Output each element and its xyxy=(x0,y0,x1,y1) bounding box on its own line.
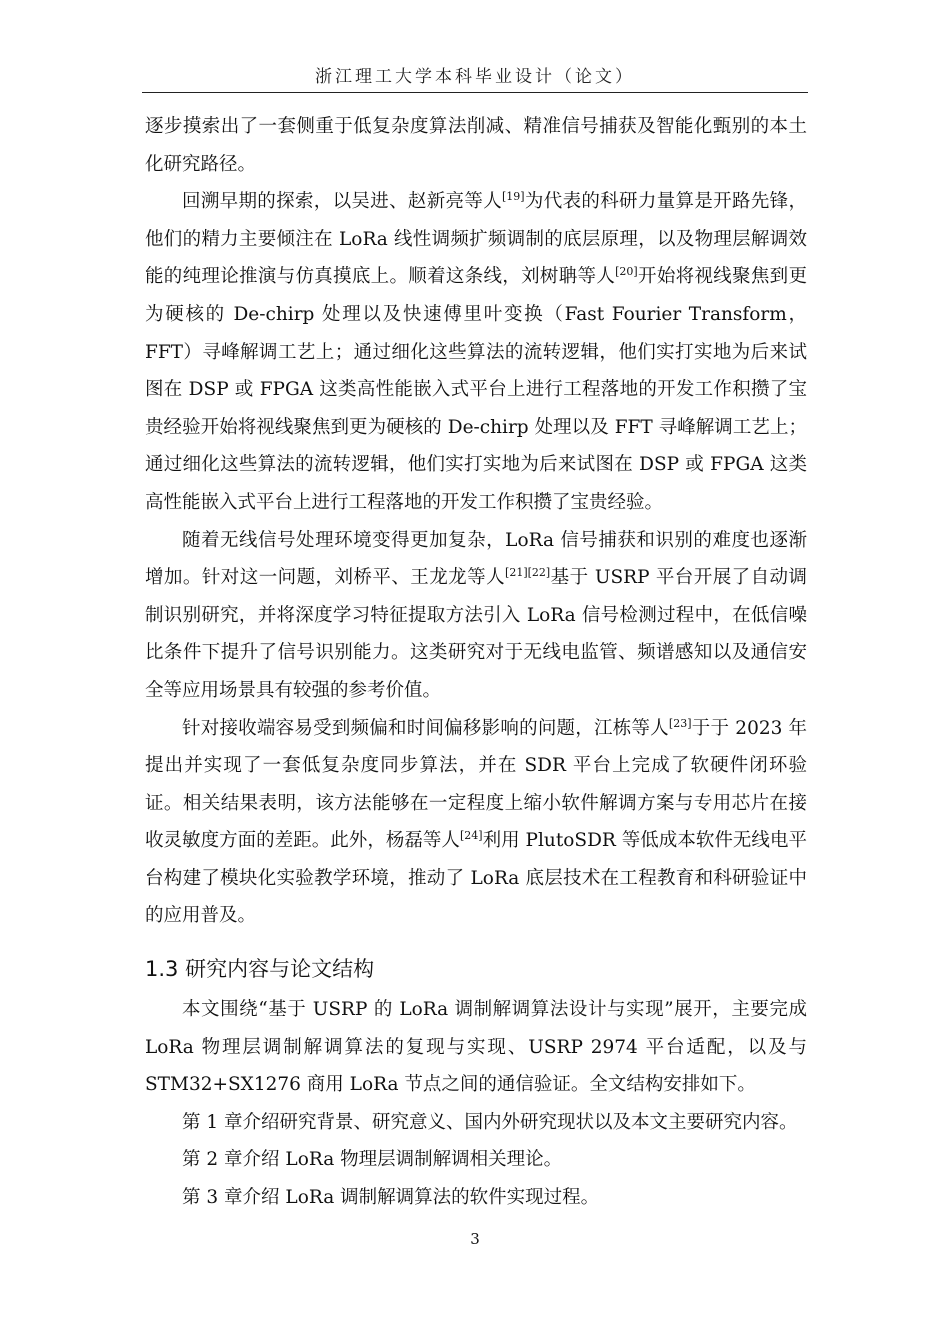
running-header: 浙江理工大学本科毕业设计（论文） xyxy=(315,67,635,87)
paragraph xyxy=(145,522,807,710)
citation: [24] xyxy=(459,829,483,843)
paragraph-text: 逐步摸索出了一套侧重于低复杂度算法削减、精准信号捕获及智能化甄别的本土化研究路径。 xyxy=(145,116,807,175)
section-heading: 1.3 研究内容与论文结构 xyxy=(145,957,375,982)
citation: [19] xyxy=(502,190,525,204)
paragraph-text: 回溯早期的探索，以吴进、赵新亮等人 xyxy=(182,191,503,213)
paragraph-text: 针对接收端容易受到频偏和时间偏移影响的问题，江栋等人 xyxy=(182,717,669,739)
paragraph xyxy=(145,710,807,936)
paragraph-text: 随着无线信号处理环境变得更加复杂，LoRa 信号捕获和识别的难度也逐渐增加。针对这一问题，刘桥平、王龙龙等人 xyxy=(145,529,807,589)
citation: [23] xyxy=(668,716,692,730)
page-number: 3 xyxy=(470,1230,480,1248)
citation: [21][22] xyxy=(505,565,551,579)
paragraph xyxy=(145,183,807,521)
paragraph-text: 为代表的科研力量算是开路先锋，他们的精力主要倾注在 LoRa 线性调频扩频调制的底层原理，以及物理层解调效能的纯理论推演与仿真摸底上。顺着这条线，刘树聃等人 xyxy=(145,191,807,288)
paragraph-text: 开始将视线聚焦到更为硬核的 De-chirp 处理以及快速傅里叶变换（Fast Fourier Transform，FFT）寻峰解调工艺上；通过细化这些算法的流转逻辑，他们实打实地为后来试图在 DSP 或 FPGA 这类高性能嵌入式平台上进行工程落地的开发工作积攒了宝贵经验开始将视线聚焦到更为硬核的 De-chirp 处理以及 FFT 寻峰解调工艺上；通过细化这些算法的流转逻辑，他们实打实地为后来试图在 DSP 或 FPGA 这类高性能嵌入式平台上进行工程落地的开发工作积攒了宝贵经验。 xyxy=(145,266,807,513)
paragraph: 第 3 章介绍 LoRa 调制解调算法的软件实现过程。 xyxy=(182,1187,600,1209)
paragraph: 本文围绕“基于 USRP 的 LoRa 调制解调算法设计与实现”展开，主要完成 LoRa 物理层调制解调算法的复现与实现、USRP 2974 平台适配，以及与 STM32+SX1276 商用 LoRa 节点之间的通信验证。全文结构安排如下。 xyxy=(145,999,807,1096)
paragraph: 第 2 章介绍 LoRa 物理层调制解调相关理论。 xyxy=(182,1149,563,1171)
header-rule xyxy=(142,92,808,93)
paragraph-text: 基于 USRP 平台开展了自动调制识别研究，并将深度学习特征提取方法引入 LoRa 信号检测过程中，在低信噪比条件下提升了信号识别能力。这类研究对于无线电监管、频谱感知以及通信安全等应用场景具有较强的参考价值。 xyxy=(145,567,807,701)
paragraph-text: 利用 PlutoSDR 等低成本软件无线电平台构建了模块化实验教学环境，推动了 LoRa 底层技术在工程教育和科研验证中的应用普及。 xyxy=(145,830,807,927)
page-body xyxy=(145,108,807,1217)
paragraph xyxy=(145,108,807,183)
paragraph-text: 于于 2023 年提出并实现了一套低复杂度同步算法，并在 SDR 平台上完成了软硬件闭环验证。相关结果表明，该方法能够在一定程度上缩小软件解调方案与专用芯片在接收灵敏度方面的差距。此外，杨磊等人 xyxy=(145,717,807,852)
paragraph: 第 1 章介绍研究背景、研究意义、国内外研究现状以及本文主要研究内容。 xyxy=(182,1111,798,1133)
citation: [20] xyxy=(615,265,638,279)
